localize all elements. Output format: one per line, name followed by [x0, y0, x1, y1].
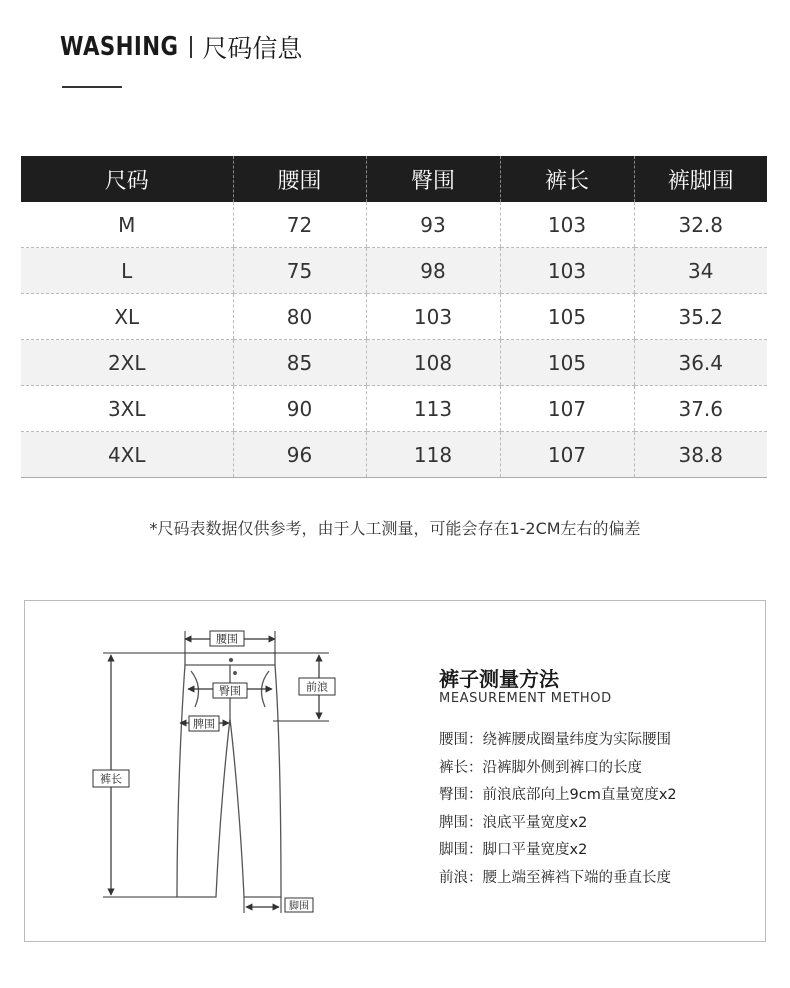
thigh-label: 脾围 [193, 717, 215, 731]
cell-hip: 118 [366, 432, 500, 478]
cell-hip: 103 [366, 294, 500, 340]
header-divider [190, 36, 192, 58]
cell-length: 107 [500, 432, 634, 478]
method-list [439, 727, 677, 893]
table-row [21, 202, 767, 248]
cell-hem: 34 [634, 248, 767, 294]
cell-hip: 113 [366, 386, 500, 432]
cell-waist: 85 [233, 340, 366, 386]
table-row [21, 340, 767, 386]
header-underline [62, 86, 122, 88]
table-row [21, 386, 767, 432]
hip-label: 臀围 [219, 684, 241, 698]
cell-size: 3XL [21, 386, 233, 432]
list-item: 脾围：浪底平量宽度x2 [439, 814, 588, 831]
list-item: 前浪：腰上端至裤裆下端的垂直长度 [439, 869, 671, 886]
header-title-en: WASHING [60, 32, 179, 62]
cell-hem: 36.4 [634, 340, 767, 386]
cell-hem: 37.6 [634, 386, 767, 432]
cell-size: XL [21, 294, 233, 340]
table-row [21, 294, 767, 340]
waist-label: 腰围 [216, 632, 238, 646]
list-item: 裤长：沿裤脚外侧到裤口的长度 [439, 759, 642, 776]
cell-hem: 35.2 [634, 294, 767, 340]
cell-length: 105 [500, 294, 634, 340]
length-label: 裤长 [100, 772, 122, 786]
cell-waist: 75 [233, 248, 366, 294]
size-disclaimer: *尺码表数据仅供参考，由于人工测量，可能会存在1-2CM左右的偏差 [149, 519, 641, 538]
cell-waist: 96 [233, 432, 366, 478]
list-item: 腰围：绕裤腰成圈量纬度为实际腰围 [439, 732, 671, 748]
cell-hip: 108 [366, 340, 500, 386]
rise-label: 前浪 [306, 680, 328, 694]
header-title-zh: 尺码信息 [202, 34, 303, 63]
table-row [21, 248, 767, 294]
cell-size: M [21, 202, 233, 248]
cell-hip: 98 [366, 248, 500, 294]
pants-diagram [25, 601, 425, 941]
header-hip: 臀围 [366, 156, 500, 202]
list-item: 臀围：前浪底部向上9cm直量宽度x2 [439, 787, 677, 804]
size-table-header-row [21, 156, 767, 202]
cell-length: 107 [500, 386, 634, 432]
header-size: 尺码 [21, 156, 233, 202]
method-title: 裤子测量方法 [439, 667, 559, 691]
hem-label: 脚围 [289, 901, 309, 912]
list-item: 脚围：脚口平量宽度x2 [439, 842, 588, 859]
header-hem: 裤脚围 [634, 156, 767, 202]
cell-hip: 93 [366, 202, 500, 248]
cell-length: 103 [500, 248, 634, 294]
cell-waist: 90 [233, 386, 366, 432]
cell-hem: 32.8 [634, 202, 767, 248]
cell-size: 2XL [21, 340, 233, 386]
cell-size: 4XL [21, 432, 233, 478]
cell-waist: 72 [233, 202, 366, 248]
header-waist: 腰围 [233, 156, 366, 202]
size-table [21, 156, 767, 478]
cell-length: 103 [500, 202, 634, 248]
method-subtitle: MEASUREMENT METHOD [439, 691, 612, 706]
cell-waist: 80 [233, 294, 366, 340]
table-row [21, 432, 767, 478]
page-header [60, 30, 302, 64]
cell-length: 105 [500, 340, 634, 386]
cell-size: L [21, 248, 233, 294]
header-length: 裤长 [500, 156, 634, 202]
cell-hem: 38.8 [634, 432, 767, 478]
measurement-panel [24, 600, 766, 942]
